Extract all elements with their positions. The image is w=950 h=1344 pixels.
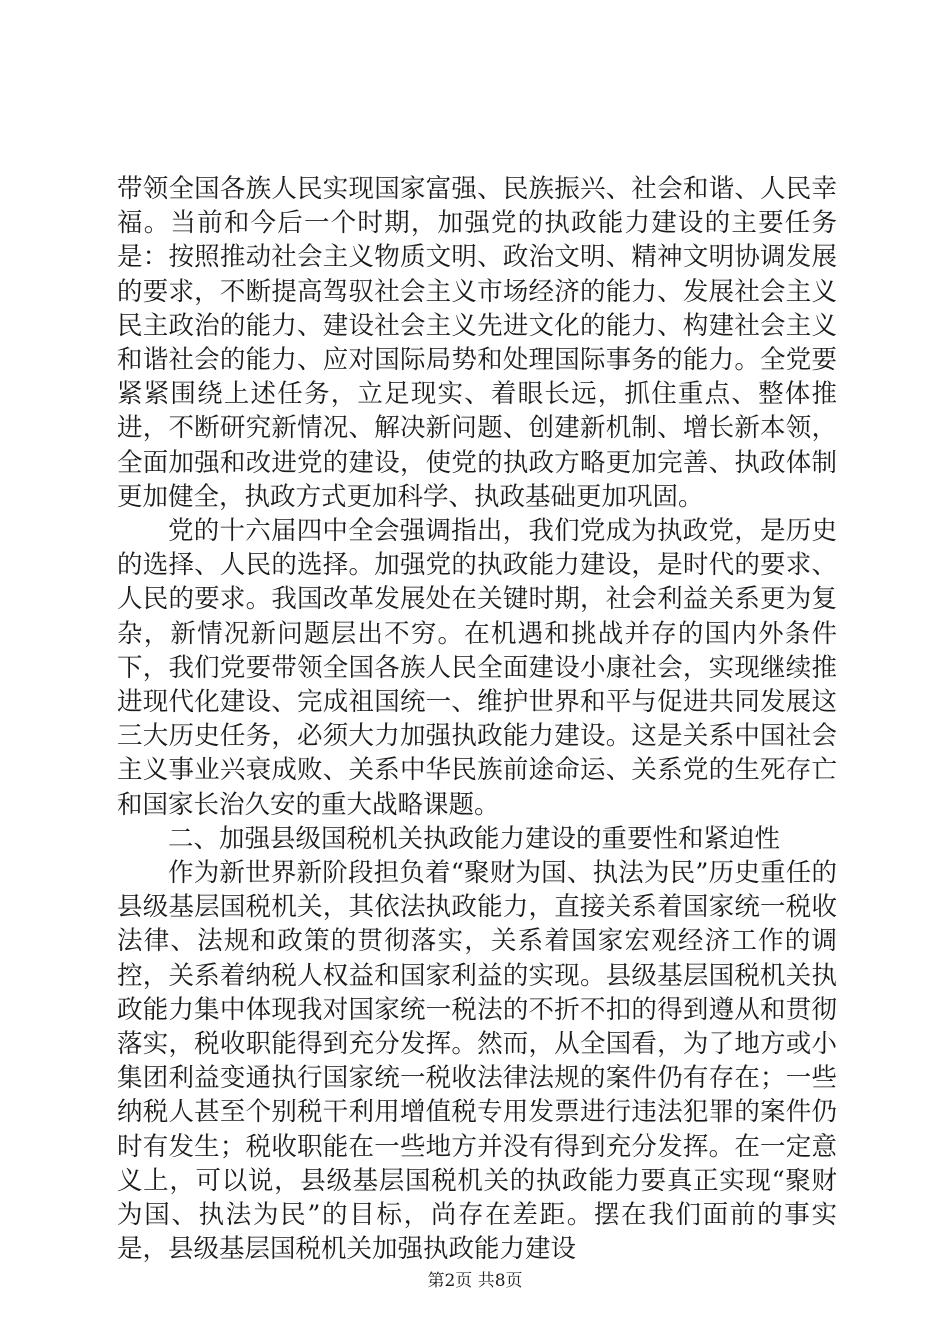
paragraph-2: 党的十六届四中全会强调指出，我们党成为执政党，是历史的选择、人民的选择。加强党的执政能力建设，是时代的要求、人民的要求。我国改革发展处在关键时期，社会利益关系更为复杂，新情况新问题层出不穷。在机遇和挑战并存的国内外条件下，我们党要带领全国各族人民全面建设小康社会，实现继续推进现代化建设、完成祖国统一、维护世界和平与促进共同发展这三大历史任务，必须大力加强执政能力建设。这是关系中国社会主义事业兴衰成败、关系中华民族前途命运、关系党的生死存亡和国家长治久安的重大战略课题。 bbox=[117, 516, 837, 820]
section-heading: 二、加强县级国税机关执政能力建设的重要性和紧迫性 bbox=[168, 823, 781, 854]
paragraph-3: 作为新世界新阶段担负着“聚财为国、执法为民”历史重任的县级基层国税机关，其依法执政能力，直接关系着国家统一税收法律、法规和政策的贯彻落实，关系着国家宏观经济工作的调控，关系着纳税人权益和国家利益的实现。县级基层国税机关执政能力集中体现我对国家统一税法的不折不扣的得到遵从和贯彻落实，税收职能得到充分发挥。然而，从全国看，为了地方或小集团利益变通执行国家统一税收法律法规的案件仍有存在；一些纳税人甚至个别税干利用增值税专用发票进行违法犯罪的案件仍时有发生；税收职能在一些地方并没有得到充分发挥。在一定意义上，可以说，县级基层国税机关的执政能力要真正实现“聚财为国、执法为民”的目标，尚存在差距。摆在我们面前的事实是，县级基层国税机关加强执政能力建设 bbox=[117, 858, 837, 1265]
page-footer: 第2页 共8页 bbox=[427, 1271, 523, 1291]
document-body bbox=[117, 172, 837, 1267]
paragraph-1: 带领全国各族人民实现国家富强、民族振兴、社会和谐、人民幸福。当前和今后一个时期，加强党的执政能力建设的主要任务是：按照推动社会主义物质文明、政治文明、精神文明协调发展的要求，不断提高驾驭社会主义市场经济的能力、发展社会主义民主政治的能力、建设社会主义先进文化的能力、构建社会主义和谐社会的能力、应对国际局势和处理国际事务的能力。全党要紧紧围绕上述任务，立足现实、着眼长远，抓住重点、整体推进，不断研究新情况、解决新问题、创建新机制、增长新本领，全面加强和改进党的建设，使党的执政方略更加完善、执政体制更加健全，执政方式更加科学、执政基础更加巩固。 bbox=[117, 174, 837, 512]
